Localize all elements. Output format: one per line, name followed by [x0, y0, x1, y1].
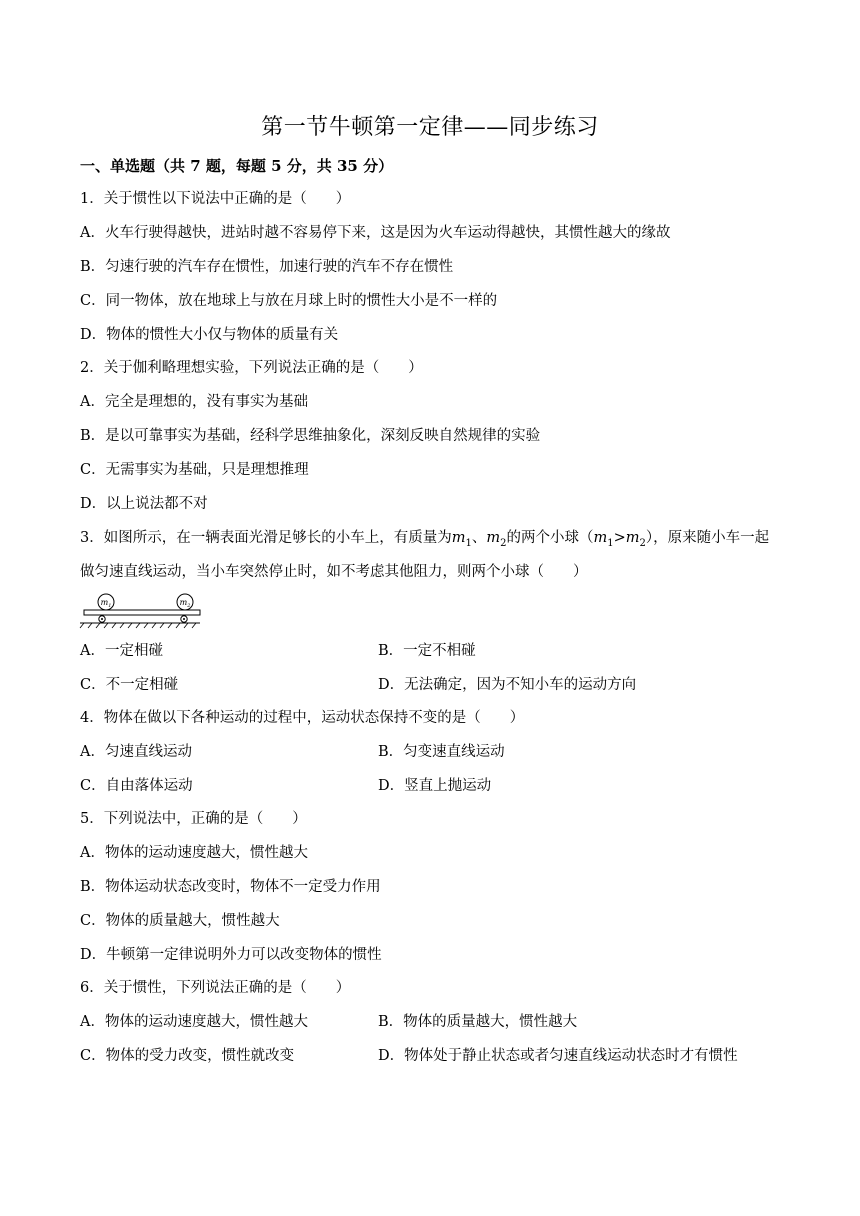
question-4-option-a[interactable]: A．匀速直线运动: [80, 744, 192, 760]
mass-subscript: 2: [500, 537, 507, 549]
mass-symbol: m: [593, 530, 608, 546]
question-3-option-a[interactable]: A．一定相碰: [80, 643, 163, 659]
question-5-option-d[interactable]: D．牛顿第一定律说明外力可以改变物体的惯性: [80, 947, 382, 963]
question-6-option-a[interactable]: A．物体的运动速度越大，惯性越大: [80, 1014, 308, 1030]
question-5-option-b[interactable]: B．物体运动状态改变时，物体不一定受力作用: [80, 879, 381, 895]
question-3-stem-line-2: 做匀速直线运动，当小车突然停止时，如不考虑其他阻力，则两个小球（ ）: [80, 564, 588, 580]
question-5-option-a[interactable]: A．物体的运动速度越大，惯性越大: [80, 845, 308, 861]
stem-text: 3．如图所示，在一辆表面光滑足够长的小车上，有质量为: [80, 530, 452, 546]
question-3-option-c[interactable]: C．不一定相碰: [80, 677, 179, 693]
question-6-stem: 6．关于惯性，下列说法正确的是（ ）: [80, 980, 351, 996]
question-1-option-a[interactable]: A．火车行驶得越快，进站时越不容易停下来，这是因为火车运动得越快，其惯性越大的缘故: [80, 225, 671, 241]
question-5-stem: 5．下列说法中，正确的是（ ）: [80, 811, 307, 827]
ball-m2-label: $m_2$: [179, 598, 191, 609]
ground-hatching: [80, 623, 196, 628]
mass-subscript: 1: [607, 537, 614, 549]
question-1-option-d[interactable]: D．物体的惯性大小仅与物体的质量有关: [80, 327, 339, 343]
greater-than: >: [613, 530, 626, 546]
stem-text: ），原来随小车一起: [645, 530, 770, 546]
question-3-option-b[interactable]: B．一定不相碰: [378, 643, 476, 659]
document-title: 第一节牛顿第一定律——同步练习: [261, 115, 599, 140]
cart-body: [84, 610, 200, 615]
question-2-option-b[interactable]: B．是以可靠事实为基础，经科学思维抽象化，深刻反映自然规律的实验: [80, 428, 541, 444]
mass-symbol: m: [451, 530, 466, 546]
stem-text: 的两个小球（: [506, 530, 594, 546]
question-4-option-b[interactable]: B．匀变速直线运动: [378, 744, 505, 760]
mass-symbol: m: [486, 530, 501, 546]
ball-m1-label: $m_1$: [100, 598, 112, 609]
question-4-option-d[interactable]: D．竖直上抛运动: [378, 778, 492, 794]
question-6-option-d[interactable]: D．物体处于静止状态或者匀速直线运动状态时才有惯性: [378, 1048, 738, 1064]
question-1-option-c[interactable]: C．同一物体，放在地球上与放在月球上时的惯性大小是不一样的: [80, 293, 498, 309]
mass-symbol: m: [625, 530, 640, 546]
question-2-option-a[interactable]: A．完全是理想的，没有事实为基础: [80, 394, 308, 410]
cart-with-two-balls-figure: [78, 590, 202, 632]
cart-wheel-right-axle: [183, 618, 185, 620]
cart-wheel-left-axle: [101, 618, 103, 620]
question-1-option-b[interactable]: B．匀速行驶的汽车存在惯性，加速行驶的汽车不存在惯性: [80, 259, 454, 275]
question-1-stem: 1．关于惯性以下说法中正确的是（ ）: [80, 191, 351, 207]
question-4-stem: 4．物体在做以下各种运动的过程中，运动状态保持不变的是（ ）: [80, 710, 525, 726]
stem-text: 、: [471, 530, 487, 546]
question-6-option-b[interactable]: B．物体的质量越大，惯性越大: [378, 1014, 578, 1030]
question-3-option-d[interactable]: D．无法确定，因为不知小车的运动方向: [378, 677, 637, 693]
question-2-option-d[interactable]: D．以上说法都不对: [80, 496, 208, 512]
question-6-option-c[interactable]: C．物体的受力改变，惯性就改变: [80, 1048, 295, 1064]
mass-subscript: 1: [465, 537, 472, 549]
question-2-stem: 2．关于伽利略理想实验，下列说法正确的是（ ）: [80, 360, 423, 376]
question-5-option-c[interactable]: C．物体的质量越大，惯性越大: [80, 913, 280, 929]
mass-subscript: 2: [639, 537, 646, 549]
question-4-option-c[interactable]: C．自由落体运动: [80, 778, 193, 794]
question-2-option-c[interactable]: C．无需事实为基础，只是理想推理: [80, 462, 309, 478]
question-3-stem-line-1: [80, 527, 769, 555]
section-heading: 一、单选题（共 7 题，每题 5 分，共 35 分）: [80, 157, 394, 175]
